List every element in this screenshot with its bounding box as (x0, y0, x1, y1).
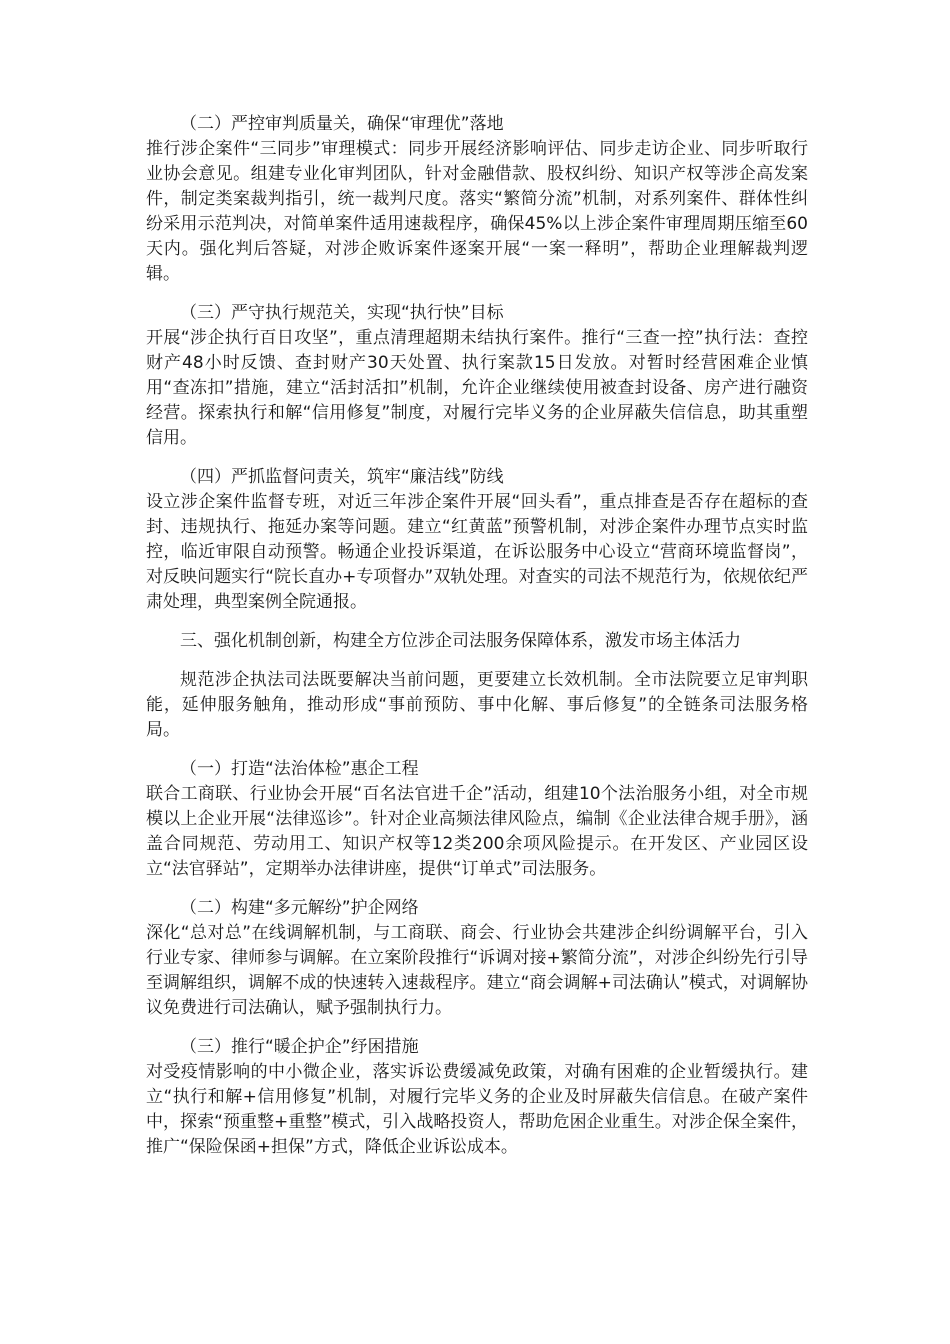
subsection-heading: （四）严抓监督问责关，筑牢“廉洁线”防线 (180, 467, 504, 487)
subsection-heading: （三）推行“暖企护企”纾困措施 (180, 1037, 419, 1057)
subsection-heading: （二）严控审判质量关，确保“审理优”落地 (180, 114, 504, 134)
subsection-heading: （三）严守执行规范关，实现“执行快”目标 (180, 303, 504, 323)
body-paragraph: 开展“涉企执行百日攻坚”，重点清理超期未结执行案件。推行“三查一控”执行法：查控财产48小时反馈、查封财产30天处置、执行案款15日发放。对暂时经营困难企业慎用“查冻扣”措施，建立“活封活扣”机制，允许企业继续使用被查封设备、房产进行融资经营。探索执行和解“信用修复”制度，对履行完毕义务的企业屏蔽失信信息，助其重塑信用。 (146, 328, 808, 448)
subsection-heading: （一）打造“法治体检”惠企工程 (180, 759, 419, 779)
body-paragraph: 深化“总对总”在线调解机制，与工商联、商会、行业协会共建涉企纠纷调解平台，引入行业专家、律师参与调解。在立案阶段推行“诉调对接+繁简分流”，对涉企纠纷先行引导至调解组织，调解不成的快速转入速裁程序。建立“商会调解+司法确认”模式，对调解协议免费进行司法确认，赋予强制执行力。 (146, 923, 808, 1018)
body-paragraph: 联合工商联、行业协会开展“百名法官进千企”活动，组建10个法治服务小组，对全市规模以上企业开展“法律巡诊”。针对企业高频法律风险点，编制《企业法律合规手册》，涵盖合同规范、劳动用工、知识产权等12类200余项风险提示。在开发区、产业园区设立“法官驿站”，定期举办法律讲座，提供“订单式”司法服务。 (146, 784, 808, 879)
subsection-heading: （二）构建“多元解纷”护企网络 (180, 898, 419, 918)
body-paragraph: 推行涉企案件“三同步”审理模式：同步开展经济影响评估、同步走访企业、同步听取行业协会意见。组建专业化审判团队，针对金融借款、股权纠纷、知识产权等涉企高发案件，制定类案裁判指引，统一裁判尺度。落实“繁简分流”机制，对系列案件、群体性纠纷采用示范判决，对简单案件适用速裁程序，确保45%以上涉企案件审理周期压缩至60天内。强化判后答疑，对涉企败诉案件逐案开展“一案一释明”，帮助企业理解裁判逻辑。 (146, 139, 808, 284)
document-page (146, 112, 808, 1160)
intro-paragraph: 规范涉企执法司法既要解决当前问题，更要建立长效机制。全市法院要立足审判职能，延伸服务触角，推动形成“事前预防、事中化解、事后修复”的全链条司法服务格局。 (146, 670, 808, 740)
body-paragraph: 设立涉企案件监督专班，对近三年涉企案件开展“回头看”，重点排查是否存在超标的查封、违规执行、拖延办案等问题。建立“红黄蓝”预警机制，对涉企案件办理节点实时监控，临近审限自动预警。畅通企业投诉渠道，在诉讼服务中心设立“营商环境监督岗”，对反映问题实行“院长直办+专项督办”双轨处理。对查实的司法不规范行为，依规依纪严肃处理，典型案例全院通报。 (146, 492, 808, 612)
section-heading: 三、强化机制创新，构建全方位涉企司法服务保障体系，激发市场主体活力 (180, 631, 741, 651)
body-paragraph: 对受疫情影响的中小微企业，落实诉讼费缓减免政策，对确有困难的企业暂缓执行。建立“执行和解+信用修复”机制，对履行完毕义务的企业及时屏蔽失信信息。在破产案件中，探索“预重整+重整”模式，引入战略投资人，帮助危困企业重生。对涉企保全案件，推广“保险保函+担保”方式，降低企业诉讼成本。 (146, 1062, 808, 1157)
